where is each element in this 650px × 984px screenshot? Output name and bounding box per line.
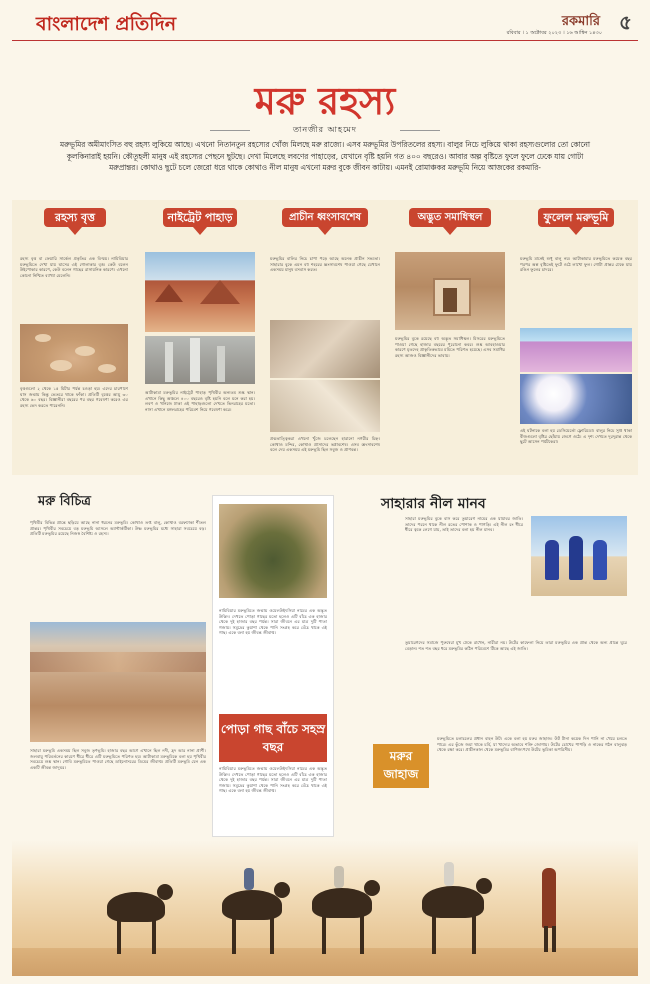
jahaj-text: মরুভূমিতে চলাচলের প্রধান বাহন উট। একে বলা হয় মরুর জাহাজ। উট টানা কয়েক দিন পানি না খেয়ে চলতে পারে। এর কুঁজে জমা থাকে চর্বি, যা খাদ্যের অভাবে শক্তি জোগায়। উটের চোখের পাপড়ি ও নাকের গঠন বালুঝড় থেকে রক্ষা করে। প্রাচীনকাল থেকে মরুভূমির বাণিজ্যপথে উটের ভূমিকা অপরিসীম। — [437, 736, 627, 753]
column-title: নাইট্রেট পাহাড় — [163, 208, 237, 227]
plant-text: নামিবিয়ার মরুভূমিতে জন্মায় ওয়েলউইৎসিয়া নামের এক অদ্ভুত উদ্ভিদ। দেখতে পোড়া গাছের মতো হলেও এটি বাঁচে এক হাজার থেকে দুই হাজার বছর পর্যন্ত। সারা জীবনে এর মাত্র দুটি পাতা গজায়। সমুদ্রের কুয়াশা থেকে পানি সংগ্রহ করে বেঁচে থাকে এই গাছ। একে বলা হয় জীবন্ত জীবাশ্ম। — [219, 608, 327, 636]
plant-title: পোড়া গাছ বাঁচে সহস্র বছর — [220, 722, 326, 754]
column-text-bottom: প্রত্নতাত্ত্বিকরা এখনো খুঁজে চলেছেন হারানো নগরীর চিহ্ন। কোথাও মন্দির, কোথাও প্রাসাদের ভগ্নাবশেষ। এসব ধ্বংসাবশেষ বলে দেয় একসময় এই মরুভূমি ছিল সবুজ ও প্রাণবন্ত। — [270, 436, 380, 453]
salt-spires-photo — [145, 336, 255, 384]
column-ancient-ruins — [270, 208, 380, 470]
plant-text-2: নামিবিয়ার মরুভূমিতে জন্মায় ওয়েলউইৎসিয়া নামের এক অদ্ভুত উদ্ভিদ। দেখতে পোড়া গাছের মতো হলেও এটি বাঁচে এক হাজার থেকে দুই হাজার বছর পর্যন্ত। সারা জীবনে এর মাত্র দুটি পাতা গজায়। সমুদ্রের কুয়াশা থেকে পানি সংগ্রহ করে বেঁচে থাকে এই গাছ। একে বলা হয় জীবন্ত জীবাশ্ম। — [219, 766, 327, 794]
plant-title-box — [219, 714, 327, 762]
section-text-top: পৃথিবীর বিভিন্ন প্রান্তে ছড়িয়ে আছে নানা ধরনের মরুভূমি। কোথাও তপ্ত বালু, কোথাও বরফঢাকা শীতল প্রান্তর। পৃথিবীর সবচেয়ে বড় মরুভূমি আসলে অ্যান্টার্কটিকা। উষ্ণ মরুভূমির মধ্যে সাহারা সবচেয়ে বড়। প্রতিটি মরুভূমির রয়েছে নিজস্ব বৈশিষ্ট্য ও রহস্য। — [30, 520, 206, 537]
page-number: ৫ — [619, 10, 632, 34]
section-name: রকমারি — [561, 14, 600, 29]
byline: তানজীর আহমেদ — [293, 125, 357, 134]
masthead-rule — [12, 40, 638, 41]
flower-desert-photo-2 — [520, 374, 632, 424]
section-title: সাহারার নীল মানব — [381, 496, 486, 512]
jahaj-title-box — [373, 744, 429, 788]
blue-men-text-a: সাহারা মরুভূমির বুকে বাস করে তুয়ারেগ নামের এক যাযাবর জাতি। তাদের পরনে থাকে নীল রঙের পোশাক ও পাগড়ি। এই নীল রং ধীরে ধীরে ত্বকে লেগে যায়, তাই তাদের বলা হয় নীল মানব। — [405, 516, 523, 533]
flower-desert-photo-1 — [520, 328, 632, 372]
column-mystery-circle — [20, 208, 130, 470]
newspaper-logo: বাংলাদেশ প্রতিদিন — [36, 13, 177, 35]
column-text-top: মরুভূমি মানেই শুধু বালু নয়। আটাকামার মরুভূমিতে কয়েক বছর পরপর অল্প বৃষ্টিতেই ফুটে ওঠে লাখো ফুল। গোটা প্রান্তর ঢেকে যায় রঙিন ফুলের চাদরে। — [520, 256, 632, 273]
intro-text: মরুভূমির অমীমাংসিত বহু রহস্য লুকিয়ে আছে। এখনো নিতানতুন রহস্যের খোঁজ মিলছে মরু রাজ্যে। এসব মরুভূমির উপরিতলের রহস্য। বালুর নিচে লুকিয়ে থাকা রহস্যগুলোর তো কোনো কূলকিনারাই হয়নি। কৌতূহলী মানুষ এই রহস্যের পেছনে ছুটছে। দেখা মিলেছে লবণের পাহাড়ের, যেখানে বৃষ্টি হয়নি গত ৪০০ বছরেও। আবার অল্প বৃষ্টিতে ফুলে ফুলে ঢেকে যায় গোটা মরুপ্রান্তর। কোথাও ছুটে চলে জেরো ধরে থাকে কোথাও নীল মানুষ এখনো মরুর বুকে জীবন কাটায়। এমনই রোমাঞ্চকর মরুভূমি নিয়ে আজকের রকমারি- — [60, 140, 590, 172]
column-text-bottom: এই ঘটনাকে বলা হয় ডেসিয়ের্তো ফ্লোরিডো। বালুর নিচে সুপ্ত থাকা বীজগুলো বৃষ্টির ছোঁয়ায় জেগে ওঠে। এ দৃশ্য দেখতে দূরদূরান্ত থেকে ছুটে আসেন পর্যটকেরা। — [520, 428, 632, 445]
column-strange-tombs — [395, 208, 505, 470]
column-flower-desert — [520, 208, 632, 470]
column-text-top: রহস্য বৃত্ত বা ফেয়ারি সার্কেল প্রকৃতির এক বিস্ময়। নামিবিয়ার মরুভূমিতে দেখা যায় ঘাসের এই গোলাকার বৃত্ত। কেউ বলেন উইপোকার কারণে, কেউ বলেন গাছের রাসায়নিক কারণে। এখনো কোনো নিশ্চিত ব্যাখ্যা মেলেনি। — [20, 256, 128, 278]
issue-date: রবিবার । ১ অক্টোবর ২০২৩ । ১৬ আশ্বিন ১৪৩০ — [506, 30, 602, 36]
jahaj-title: মরুর জাহাজ — [383, 749, 419, 781]
camel-caravan-illustration — [12, 840, 638, 976]
welwitschia-photo — [219, 504, 327, 598]
column-text-bottom: মরুভূমির বুকে রয়েছে বহু অদ্ভুত সমাধিস্থল। মিসরের মরুভূমিতে পাওয়া গেছে হাজার বছরের পুরোনো কবর। শুষ্ক আবহাওয়ার কারণে মৃতদেহ প্রাকৃতিকভাবে মমিতে পরিণত হয়েছে। এসব সমাধির রহস্য আজও বিজ্ঞানীদের ভাবায়। — [395, 336, 505, 358]
masthead — [12, 8, 638, 38]
column-title: প্রাচীন ধ্বংসাবশেষ — [282, 208, 368, 227]
headline: মরু রহস্য — [254, 78, 396, 123]
tomb-photo — [395, 252, 505, 330]
ruins-photo-1 — [270, 320, 380, 378]
column-title: ফুলেল মরুভূমি — [538, 208, 614, 227]
blue-men-text-b: তুয়ারেগদের সমাজে পুরুষেরা মুখ ঢেকে রাখেন, নারীরা নয়। উটের কাফেলা নিয়ে তারা মরুভূমির এক প্রান্ত থেকে অন্য প্রান্তে ঘুরে বেড়ান। শত শত বছর ধরে মরুভূমির কঠিন পরিবেশে টিকে আছে এই জাতি। — [405, 640, 627, 651]
section-title: মরু বিচিত্র — [38, 494, 91, 509]
section-blue-men — [345, 490, 630, 730]
section-text-bottom: সাহারা মরুভূমি একসময় ছিল সবুজ তৃণভূমি। হাজার বছর আগে এখানে ছিল নদী, হ্রদ আর নানা প্রাণী। জলবায়ু পরিবর্তনের কারণে ধীরে ধীরে এটি মরুভূমিতে পরিণত হয়। আটাকামা মরুভূমিকে বলা হয় পৃথিবীর সবচেয়ে শুষ্ক স্থান। গোবি মরুভূমিতে পাওয়া গেছে ডাইনোসরের ডিমের জীবাশ্ম। প্রতিটি মরুভূমি যেন এক একটি জীবন্ত জাদুঘর। — [30, 748, 206, 770]
column-text-top: মরুভূমির বালির নিচে চাপা পড়ে আছে অনেক প্রাচীন সভ্যতা। সাহারার বুকে এমন বহু শহরের ধ্বংসাবশেষ পাওয়া গেছে যেখানে একসময় মানুষ বসবাস করত। — [270, 256, 380, 273]
section-thousand-year-plant — [212, 495, 334, 837]
column-nitrate-hills — [145, 208, 255, 470]
column-title: অদ্ভুত সমাধিস্থল — [409, 208, 491, 227]
ruins-photo-2 — [270, 380, 380, 432]
desert-canyon-photo — [30, 622, 206, 742]
nitrate-hills-photo — [145, 252, 255, 332]
column-text-bottom: আটাকামা মরুভূমির নাইট্রেট পাহাড় পৃথিবীর অন্যতম শুষ্ক স্থান। এখানে কিছু অঞ্চলে ৪০০ বছরেও বৃষ্টি হয়নি বলে মনে করা হয়। লবণ ও খনিজে ঢাকা এই পাহাড়গুলো দেখতে ভিনগ্রহের মতো। নাসা এখানে মঙ্গলগ্রহের পরিবেশ নিয়ে গবেষণা করে। — [145, 390, 255, 412]
fairy-circle-photo — [20, 324, 128, 382]
column-title: রহস্য বৃত্ত — [44, 208, 106, 227]
column-text-bottom: বৃত্তগুলো ২ থেকে ১৫ মিটার পর্যন্ত চওড়া হয়। এদের চারপাশে ঘাস জন্মায় কিন্তু ভেতরে থাকে ফাঁকা। প্রতিটি বৃত্তের আয়ু ৩০ থেকে ৬০ বছর। বিজ্ঞানীরা বছরের পর বছর গবেষণা করেও এর রহস্য ভেদ করতে পারেননি। — [20, 386, 128, 408]
blue-men-photo — [531, 516, 627, 596]
